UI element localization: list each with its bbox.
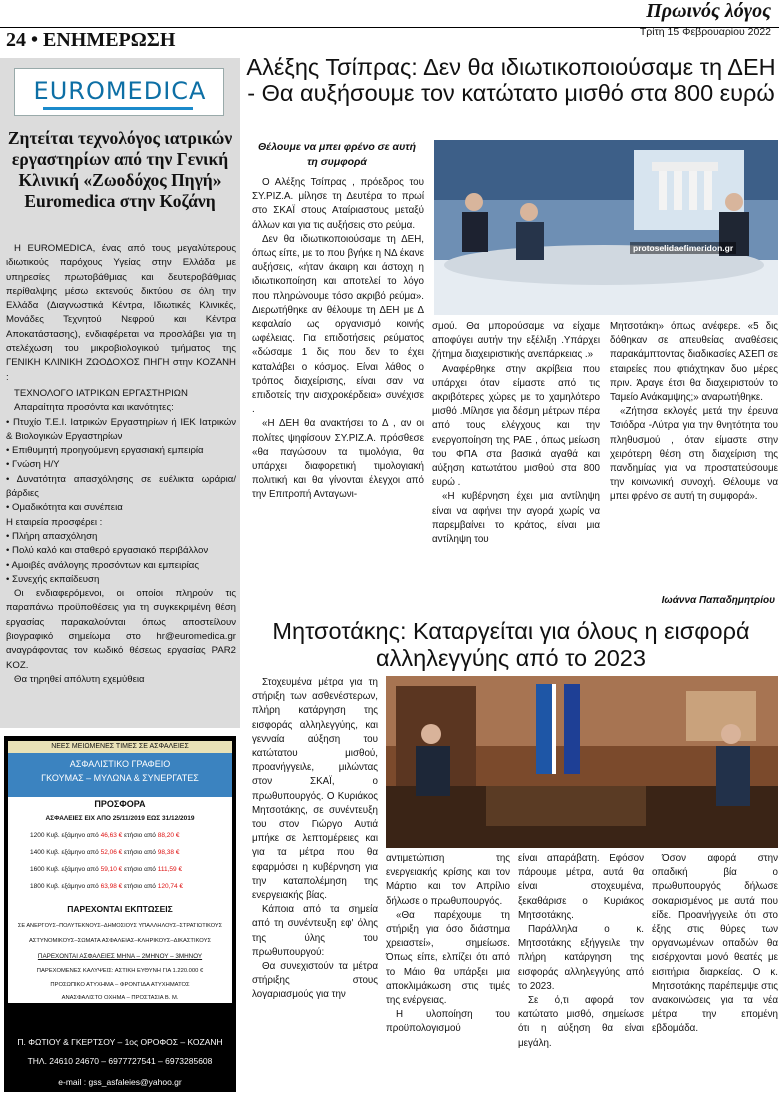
article2-photo-interview [386, 676, 778, 848]
sidebar-paragraph: Θα τηρηθεί απόλυτη εχεμύθεια [14, 673, 145, 685]
article1-paragraph: Ο Αλέξης Τσίπρας , πρόεδρος του ΣΥ.ΡΙΖ.Α. μίλησε τη Δευτέρα το πρωί στο ΣΚΑΪ στους Αταίριαστους μεταξύ άλλων και για τις αυξήσεις στο ρεύμα. [252, 177, 424, 231]
sidebar-paragraph: Απαραίτητα προσόντα και ικανότητες: [14, 402, 174, 414]
ad-price-row [30, 866, 230, 873]
article2-paragraph: Σε ό,τι αφορά τον κατώτατο μισθό, σημείωσε ότι η αύξηση θα είναι μεγάλη. [518, 995, 644, 1049]
sidebar-paragraph: • Ομαδικότητα και συνέπεια [6, 502, 123, 514]
issue-date: Τρίτη 15 Φεβρουαρίου 2022 [639, 26, 771, 38]
ad-period: ΑΣΦΑΛΕΙΕΣ ΕΙΧ ΑΠΟ 25/11/2019 ΕΩΣ 31/12/2019 [45, 815, 195, 822]
ad-phones: ΤΗΛ. 24610 24670 – 6977727541 – 6973285608 [27, 1056, 213, 1066]
ad-price-row [30, 832, 230, 839]
article2-paragraph: Κάποια από τα σημεία από τη συνέντευξη εφ' όλης της ύλης του πρωθυπουργού: [252, 904, 378, 958]
ad-cover-3: ΑΝΑΣΦΑΛΙΣΤΟ ΟΧΗΜΑ – ΠΡΟΣΤΑΣΙΑ Β. Μ. [61, 995, 179, 1001]
ad-price-cell: 59,10 € [100, 866, 123, 873]
ad-top-banner: ΝΕΕΣ ΜΕΙΩΜΕΝΕΣ ΤΙΜΕΣ ΣΕ ΑΣΦΑΛΕΙΕΣ [8, 741, 232, 753]
ad-office: ΑΣΦΑΛΙΣΤΙΚΟ ΓΡΑΦΕΙΟ [69, 759, 171, 769]
newspaper-name: Πρωινός λόγος [646, 0, 771, 22]
ad-price-cell: 52,06 € [100, 849, 123, 856]
article2-col-3 [518, 852, 644, 1051]
logo-text: EUROMEDICA [33, 77, 207, 105]
ad-price-row [30, 883, 230, 890]
ad-price-cell: 88,20 € [157, 832, 180, 839]
ad-price-cell: ετήσιο από [124, 883, 156, 890]
ad-monthly: ΠΑΡΕΧΟΝΤΑΙ ΑΣΦΑΛΕΙΕΣ ΜΗΝΑ – 2ΜΗΝΟΥ – 3ΜΗΝΟΥ [37, 953, 203, 960]
euromedica-logo [14, 68, 224, 116]
ad-offer: ΠΡΟΣΦΟΡΑ [94, 799, 146, 809]
article1-paragraph: Μητσοτάκη» όπως ανέφερε. «5 δις δόθηκαν σε απευθείας αναθέσεις παρακάμπτοντας διαδικασίες ΑΣΕΠ σε εταιρείες που φτιάχτηκαν δυο μέρες πριν. Άραγε έτσι θα διαχειριστούν το Ταμείο Ανάκαμψης;» αναρωτήθηκε. [610, 321, 778, 404]
ad-contact [8, 1033, 232, 1092]
sidebar-paragraph: • Επιθυμητή προηγούμενη εργασιακή εμπειρία [6, 445, 204, 457]
sidebar-paragraph: • Αμοιβές ανάλογης προσόντων και εμπειρίας [6, 559, 199, 571]
article2-paragraph: Θα συνεχιστούν τα μέτρα στήριξης στους λογαριασμούς για την [252, 961, 378, 1001]
ad-blue-header [8, 753, 232, 797]
sidebar-paragraph: • Δυνατότητα απασχόλησης σε ευέλικτα ωράρια/βάρδιες [6, 473, 236, 500]
ad-price-cell: 1800 Κυβ. εξάμηνο από [30, 883, 99, 890]
ad-groups-2: ΑΣΤΥΝΟΜΙΚΟΥΣ–ΣΩΜΑΤΑ ΑΣΦΑΛΕΙΑΣ–ΚΛΗΡΙΚΟΥΣ–ΔΙΚΑΣΤΙΚΟΥΣ [28, 938, 212, 944]
ad-cover-2: ΠΡΟΣΩΠΙΚΟ ΑΤΥΧΗΜΑ – ΦΡΟΝΤΙΔΑ ΑΤΥΧΗΜΑΤΟΣ [50, 982, 190, 988]
ad-price-cell: 63,98 € [100, 883, 123, 890]
article1-paragraph: Δεν θα ιδιωτικοποιούσαμε τη ΔΕΗ, όπως είπε, με το που βγήκε η ΝΔ έκανε αυξήσεις, «ήταν άκαιρη και άστοχη η ιδιωτικοποίηση και αποτελεί το λόγο που πληρώνουμε τόσο ακριβό ρεύμα». Διερωτήθηκε αν θέλουμε τη ΔΕΗ με Δ κεφαλαίο ως οργανισμό κοινής ωφέλειας. Για επιδοτήσεις ρεύματος «δώσαμε 1 δις που δεν το έχει καταλάβει ο κόσμος. Είναι λάθος ο τρόπος διαχείρισης, είναι σαν να επιδοτείς την αισχροκέρδεια» συνέχισε . [252, 233, 424, 416]
sidebar-paragraph: • Πτυχίο Τ.Ε.Ι. Ιατρικών Εργαστηρίων ή ΙΕΚ Ιατρικών & Βιολογικών Εργαστηρίων [6, 416, 236, 442]
ad-price-row [30, 849, 230, 856]
ad-price-cell: 120,74 € [157, 883, 184, 890]
article1-paragraph: σμού. Θα μπορούσαμε να είχαμε αποφύγει αυτήν την εξέλιξη .Υπάρχει ζήτημα διαχειριστικής ανεπάρκειας .» [432, 321, 600, 361]
sidebar-paragraph: Η EUROMEDICA, ένας από τους μεγαλύτερους ιδιωτικούς παρόχους Υγείας στην Ελλάδα με υπηρεσίες πρωτοβάθμιας και δευτεροβάθμιας περίθαλψης μέσω εκτενούς δικτύου σε όλη την Ελλάδα (Διαγνωστικά Κέντρα, Ιδιωτικές Κλινικές, Μονάδες Τεχνητού Νεφρού και Κέντρα Αποκατάστασης), ενδιαφέρεται να προσλάβει για τη στελέχωση του μικροβιολογικού τμήματος της ΓΕΝΙΚΗ ΚΛΙΝΙΚΗ ΖΩΟΔΟΧΟΣ ΠΗΓΗ στην ΚΟΖΑΝΗ : [6, 243, 236, 383]
article1-paragraph: «Η κυβέρνηση έχει μια αντίληψη είναι να αφήνει την αγορά χωρίς να παρεμβαίνει το κράτος, είναι μια αντίληψη του [432, 491, 600, 546]
article2-paragraph: Στοχευμένα μέτρα για τη στήριξη των ασθενέστερων, πλήρη κατάργηση της εισφοράς αλληλεγγύης, και γενναία αύξηση του κατώτατου μισθού, προανήγγειλε, μιλώντας στον ΣΚΑΪ, ο πρωθυπουργός. Ο Κυριάκος Μητσοτάκης, σε συνέντευξη του στον Γιώργο Αυτιά μπήκε σε λεπτομέρειες και για τα μέτρα που θα εφαρμόσει η κυβέρνηση για την καταπολέμηση της ενεργειακής βίας. [252, 677, 378, 902]
article2-paragraph: Όσον αφορά στην οπαδική βία ο πρωθυπουργός δήλωσε σοκαρισμένος με αυτά που είδε. Προανήγγειλε ότι στο έξης στις θύρες των οργανωμένων οπαδών θα εισέρχονται μονό θεατές με εισιτήρια διαρκείας. Ο κ. Μητσοτάκης παρέπεμψε στις ανακοινώσεις για τα νέα μέτρα την επομένη εβδομάδα. [652, 853, 778, 1035]
ad-price-cell: 1600 Κυβ. εξάμηνο από [30, 866, 99, 873]
ad-address: Π. ΦΩΤΙΟΥ & ΓΚΕΡΤΣΟΥ – 1ος ΟΡΟΦΟΣ – ΚΟΖΑΝΗ [17, 1037, 223, 1047]
article1-col-1 [252, 176, 424, 503]
article1-subhead: Θέλουμε να μπει φρένο σε αυτή τη συμφορά [258, 141, 416, 168]
sidebar-paragraph: • Συνεχής εκπαίδευση [6, 573, 100, 585]
article1-photo-tv-studio [434, 140, 778, 315]
article1-col-2 [432, 320, 600, 547]
ad-partners: ΓΚΟΥΜΑΣ – ΜΥΛΩΝΑ & ΣΥΝΕΡΓΑΤΕΣ [41, 773, 199, 783]
ad-price-cell: 111,59 € [157, 866, 183, 873]
ad-price-cell: ετήσιο από [124, 832, 156, 839]
article1-paragraph: «Ζήτησα εκλογές μετά την έρευνα Τσιόδρα -Λύτρα για την θνητότητα του πληθυσμού , όταν είμαστε στην χειρότερη θέση στη διαχείριση της πανδημίας για να προστατεύσουμε την κοινωνική συνοχή. Θέλουμε να μπει φρένο σε αυτή τη συμφορά». [610, 406, 778, 503]
ad-price-cell: 98,38 € [157, 849, 180, 856]
article1-paragraph: «Η ΔΕΗ θα ανακτήσει το Δ , αν οι πολίτες ψηφίσουν ΣΥ.ΡΙΖ.Α. πρόσθεσε «θα παγώσουν τα τιμολόγια, θα υπάρχει διαφορετική τιμολογιακή πολιτική και θα γίνονται έλεγχοι από την Επιτροπή Ανταγωνι- [252, 418, 424, 501]
article2-paragraph: Παράλληλα ο κ. Μητσοτάκης εξήγγειλε την πλήρη κατάργηση της εισφοράς αλληλεγγύης από το 2023. [518, 924, 644, 992]
ad-email: e-mail : gss_asfaleies@yahoo.gr [58, 1077, 182, 1087]
article2-paragraph: «Θα παρέχουμε τη στήριξη για όσο διάστημα χρειαστεί», σημείωσε. Όπως είπε, ελπίζει ότι από το Μάιο θα υπάρξει μια αποκλιμάκωση στις τιμές της ενέργειας. [386, 909, 510, 1007]
photo-watermark: protoselidaefimeridon.gr [630, 242, 736, 254]
article2-col-1 [252, 676, 378, 1003]
sidebar-paragraph: Η εταιρεία προσφέρει : [6, 516, 103, 528]
article1-col-3 [610, 320, 778, 505]
article2-paragraph: είναι απαράβατη. Εφόσον πάρουμε μέτρα, αυτά θα είναι στοχευμένα, ξεκαθάρισε ο Κυριάκος Μητσοτάκης. [518, 853, 644, 921]
article1-paragraph: Αναφέρθηκε στην ακρίβεια που υπάρχει όταν είμαστε από τις ακριβότερες χώρες με το χαμηλότερο μισθό .Μίλησε για δέσμη μέτρων πέρα από τους ελέγχους και την ενεργοποίηση της ΡΑΕ , όπως μείωση του ΦΠΑ στα βασικά αγαθά και αύξηση κατωτάτου μισθού στα 800 ευρώ . [432, 363, 600, 489]
sidebar-paragraph: • Γνώση Η/Υ [6, 459, 60, 471]
ad-price-cell: 1200 Κυβ. εξάμηνο από [30, 832, 99, 839]
ad-price-cell: 46,63 € [100, 832, 123, 839]
ad-discounts: ΠΑΡΕΧΟΝΤΑΙ ΕΚΠΤΩΣΕΙΣ [67, 904, 173, 914]
sidebar-headline: Ζητείται τεχνολόγος ιατρικών εργαστηρίων από την Γενική Κλινική «Ζωοδόχος Πηγή» Euromedica στην Κοζάνη [7, 128, 233, 211]
sidebar-paragraph: ΤΕΧΝΟΛΟΓΟ ΙΑΤΡΙΚΩΝ ΕΡΓΑΣΤΗΡΙΩΝ [14, 387, 188, 399]
sidebar-paragraph: • Πολύ καλό και σταθερό εργασιακό περιβάλλον [6, 545, 209, 557]
article2-paragraph: Η υλοποίηση του προϋπολογισμού [386, 1009, 510, 1035]
article2-col-4 [652, 852, 778, 1037]
article1-headline: Αλέξης Τσίπρας: Δεν θα ιδιωτικοποιούσαμε τη ΔΕΗ - Θα αυξήσουμε τον κατώτατο μισθό στα 800 ευρώ [246, 54, 776, 106]
ad-price-cell: 1400 Κυβ. εξάμηνο από [30, 849, 99, 856]
ad-groups-1: ΣΕ ΑΝΕΡΓΟΥΣ–ΠΟΛΥΤΕΚΝΟΥΣ–ΔΗΜΟΣΙΟΥΣ ΥΠΑΛΛΗΛΟΥΣ–ΣΤΡΑΤΙΩΤΙΚΟΥΣ [17, 923, 223, 929]
sidebar-body [6, 242, 236, 687]
ad-price-cell: ετήσιο από [124, 866, 156, 873]
article2-paragraph: αντιμετώπιση της ενεργειακής κρίσης και τον Μάρτιο και τον Απρίλιο δήλωσε ο πρωθυπουργός. [386, 853, 510, 907]
sidebar-paragraph: • Πλήρη απασχόληση [6, 530, 98, 542]
page-section: 24 • ΕΝΗΜΕΡΩΣΗ [6, 29, 176, 51]
article2-headline: Μητσοτάκης: Καταργείται για όλους η εισφορά αλληλεγγύης από το 2023 [272, 618, 750, 671]
ad-price-cell: ετήσιο από [124, 849, 156, 856]
ad-cover: ΠΑΡΕΧΟΜΕΝΕΣ ΚΑΛΥΨΕΙΣ: ΑΣΤΙΚΗ ΕΥΘΥΝΗ ΓΙΑ 1.220.000 € [36, 968, 204, 974]
logo-swoosh [43, 107, 193, 110]
sidebar-paragraph: Οι ενδιαφερόμενοι, οι οποίοι πληρούν τις παραπάνω προϋποθέσεις για τη συγκεκριμένη θέση εργασίας παρακαλούνται όπως αποστείλουν βιογραφικό σημείωμα στο hr@euromedica.gr αναγράφοντας τον κωδικό θέσεως εργασίας PAR2 KOZ. [6, 588, 236, 671]
article2-col-2 [386, 852, 510, 1037]
article1-byline: Ιωάννα Παπαδημητρίου [661, 595, 775, 606]
